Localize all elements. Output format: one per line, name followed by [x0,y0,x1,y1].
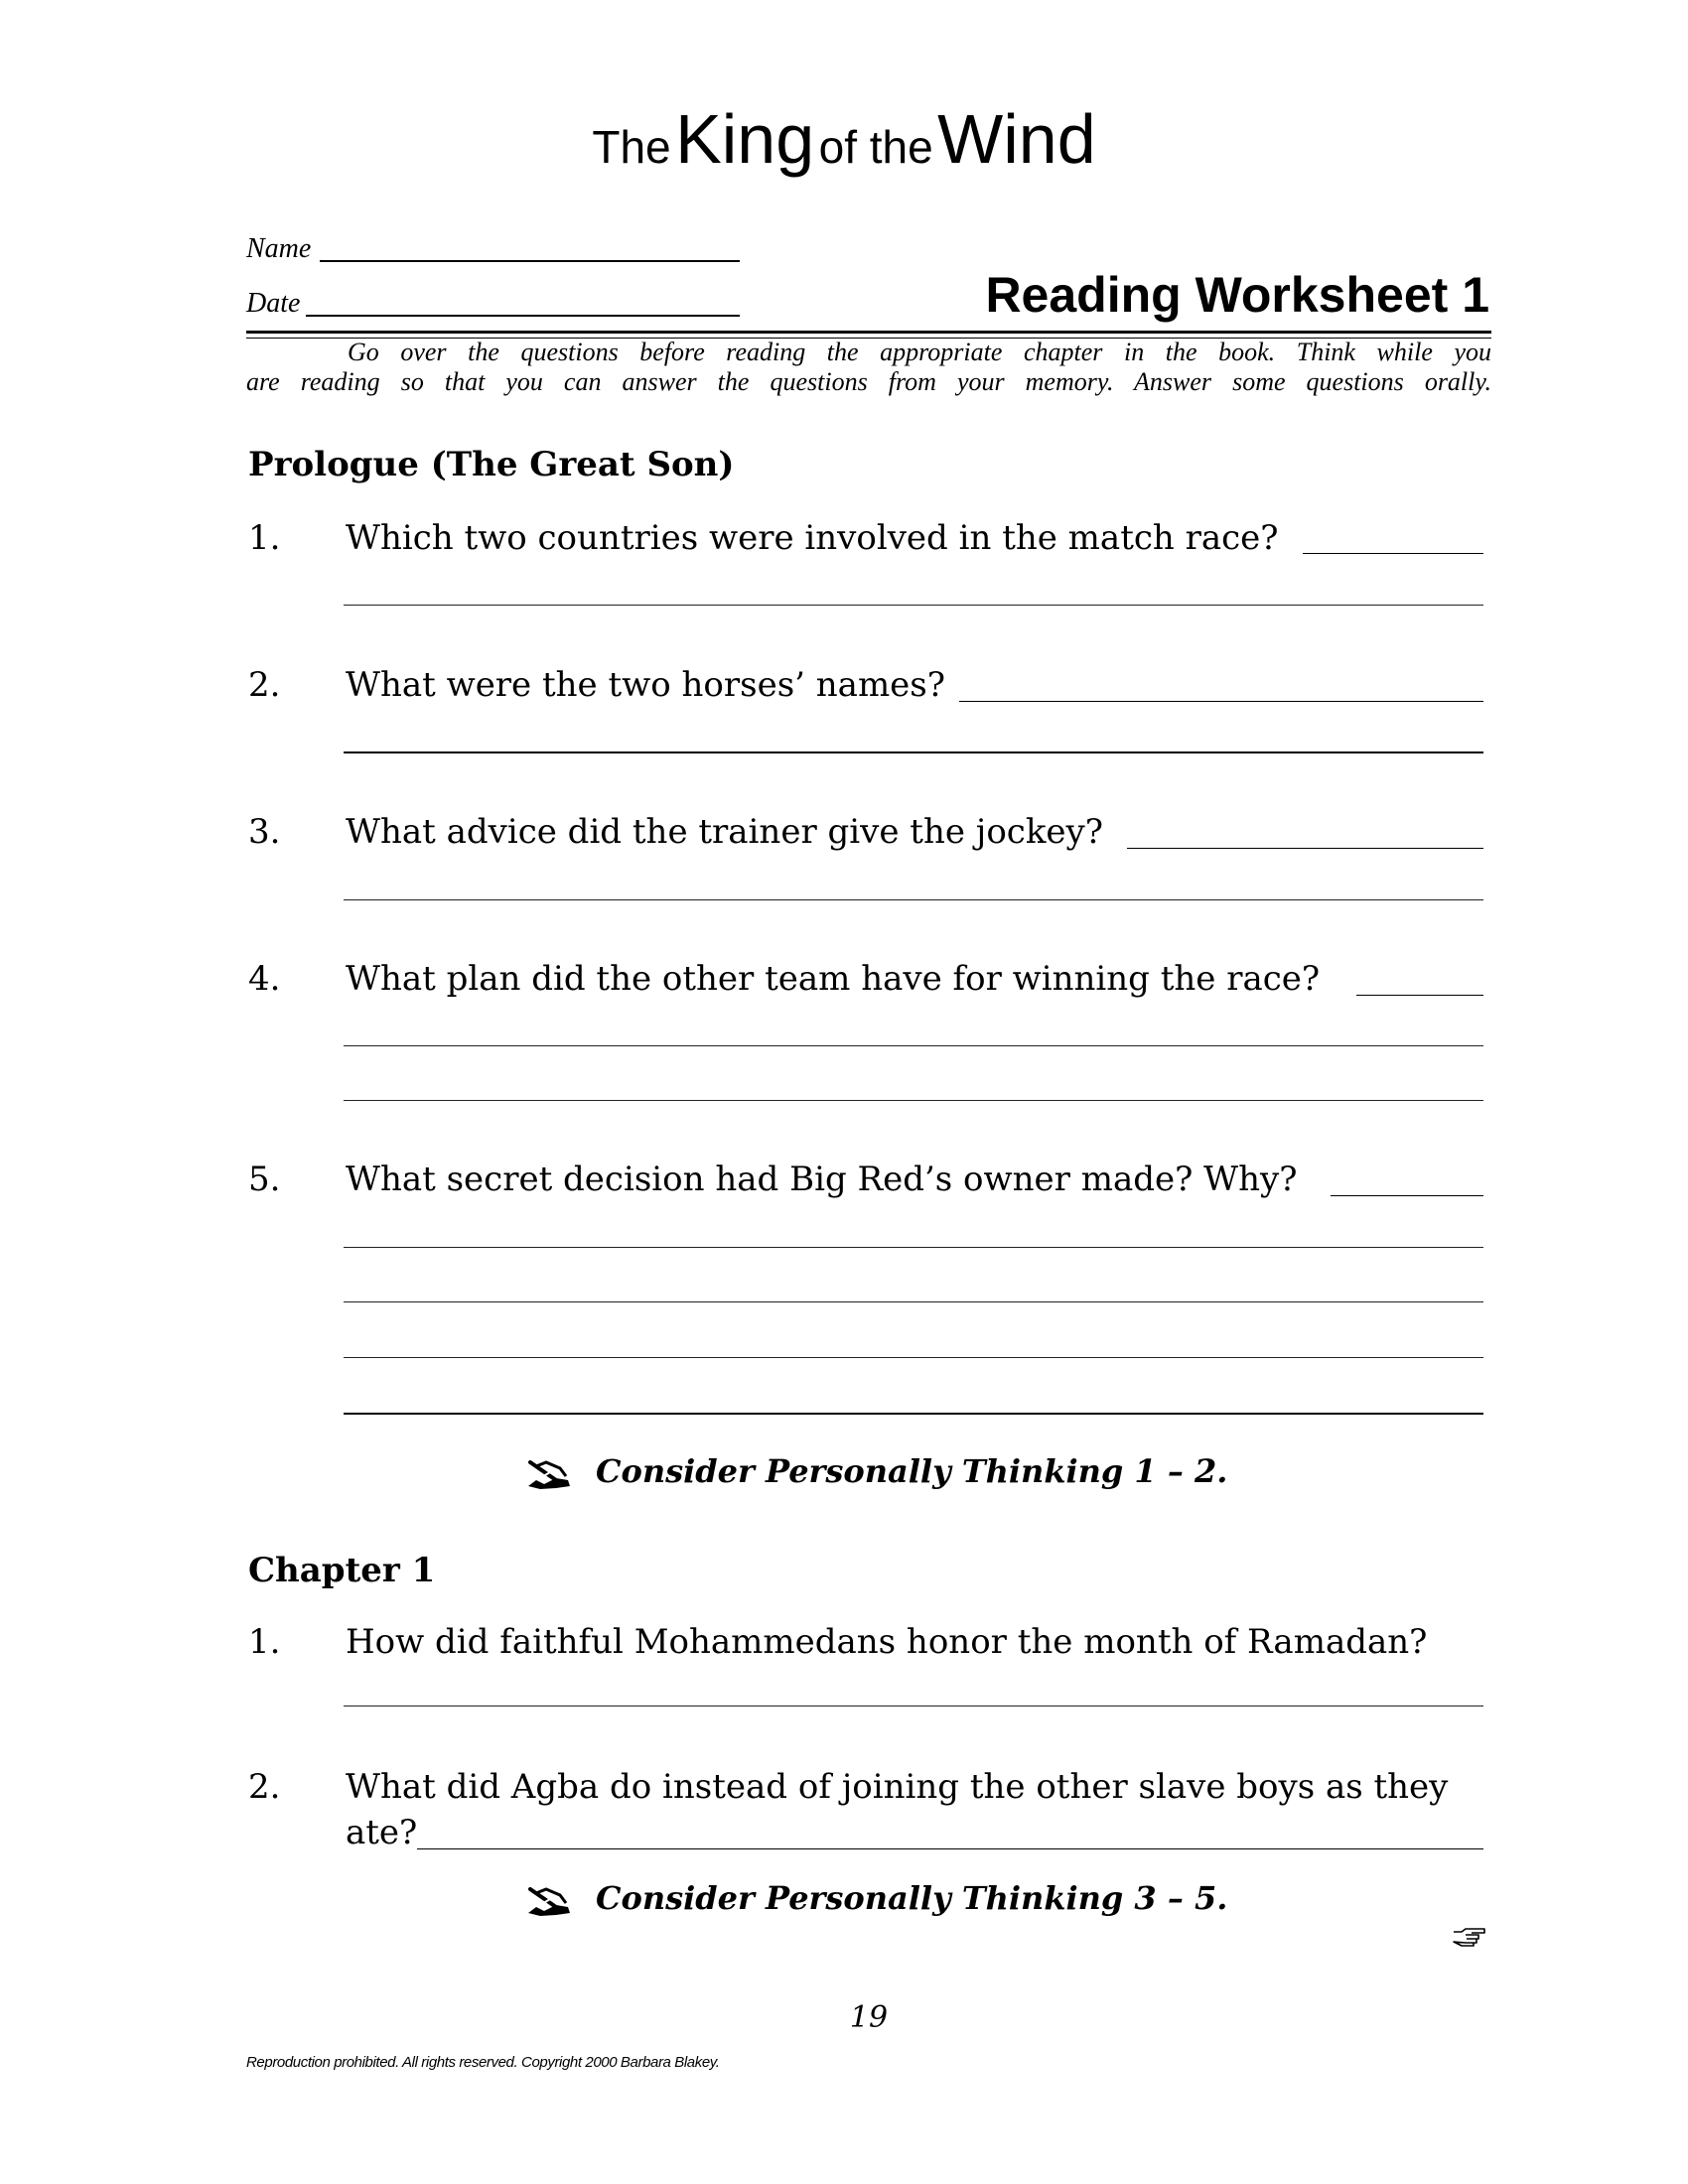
pointing-hand-icon [1452,1926,1487,1948]
writing-hand-icon [526,1885,572,1917]
answer-line[interactable] [344,1357,1483,1358]
worksheet-title: Reading Worksheet 1 [985,267,1489,323]
answer-line[interactable] [344,1247,1483,1248]
question-number: 2. [248,1767,281,1807]
consider-text: Consider Personally Thinking 3 – 5. [596,1879,1228,1917]
answer-line[interactable] [344,1045,1483,1046]
answer-line[interactable] [344,1301,1483,1302]
answer-line[interactable] [344,899,1483,900]
header-rule [246,331,1491,334]
section-heading-prologue: Prologue (The Great Son) [248,445,735,484]
title-king: King [675,100,815,178]
answer-line[interactable] [344,605,1483,606]
answer-blank[interactable] [959,701,1483,702]
instructions [246,338,1491,397]
name-label: Name [246,233,312,264]
consider-text: Consider Personally Thinking 1 – 2. [596,1452,1228,1490]
answer-blank[interactable] [417,1848,1483,1849]
answer-line[interactable] [344,1100,1483,1101]
question-text: What secret decision had Big Red’s owner made? Why? [346,1160,1298,1199]
writing-hand-icon [526,1458,572,1490]
copyright-notice: Reproduction prohibited. All rights reserved. Copyright 2000 Barbara Blakey. [246,2054,720,2071]
question-number: 5. [248,1160,281,1199]
date-field[interactable] [306,315,740,317]
answer-blank[interactable] [1127,848,1483,849]
answer-blank[interactable] [1303,553,1483,554]
question-text: What were the two horses’ names? [346,665,945,705]
title-the: The [592,121,671,173]
page-title [0,99,1688,179]
answer-line[interactable] [344,1413,1483,1415]
question-text: What advice did the trainer give the jockey? [346,812,1103,852]
question-text: Which two countries were involved in the match race? [346,518,1279,558]
answer-blank[interactable] [1356,995,1483,996]
question-number: 1. [248,518,281,558]
instructions-line-2: are reading so that you can answer the questions from your memory. Answer some questions orally. [246,367,1491,396]
title-of-the: of the [818,121,933,173]
question-text: What plan did the other team have for winning the race? [346,959,1321,999]
instructions-line-1: Go over the questions before reading the appropriate chapter in the book. Think while you [348,338,1491,366]
date-label: Date [246,288,301,319]
answer-blank[interactable] [1331,1195,1483,1196]
consider-note [526,1452,1227,1490]
title-wind: Wind [937,100,1096,178]
question-text-continued: ate? [346,1813,418,1852]
question-number: 3. [248,812,281,852]
answer-line[interactable] [344,751,1483,753]
question-number: 4. [248,959,281,999]
name-field[interactable] [320,260,740,262]
section-heading-chapter-1: Chapter 1 [248,1551,436,1590]
question-text: What did Agba do instead of joining the other slave boys as they [346,1767,1449,1807]
question-number: 1. [248,1622,281,1662]
question-text: How did faithful Mohammedans honor the month of Ramadan? [346,1622,1428,1662]
consider-note [526,1879,1227,1917]
page-number: 19 [849,2000,889,2035]
question-number: 2. [248,665,281,705]
